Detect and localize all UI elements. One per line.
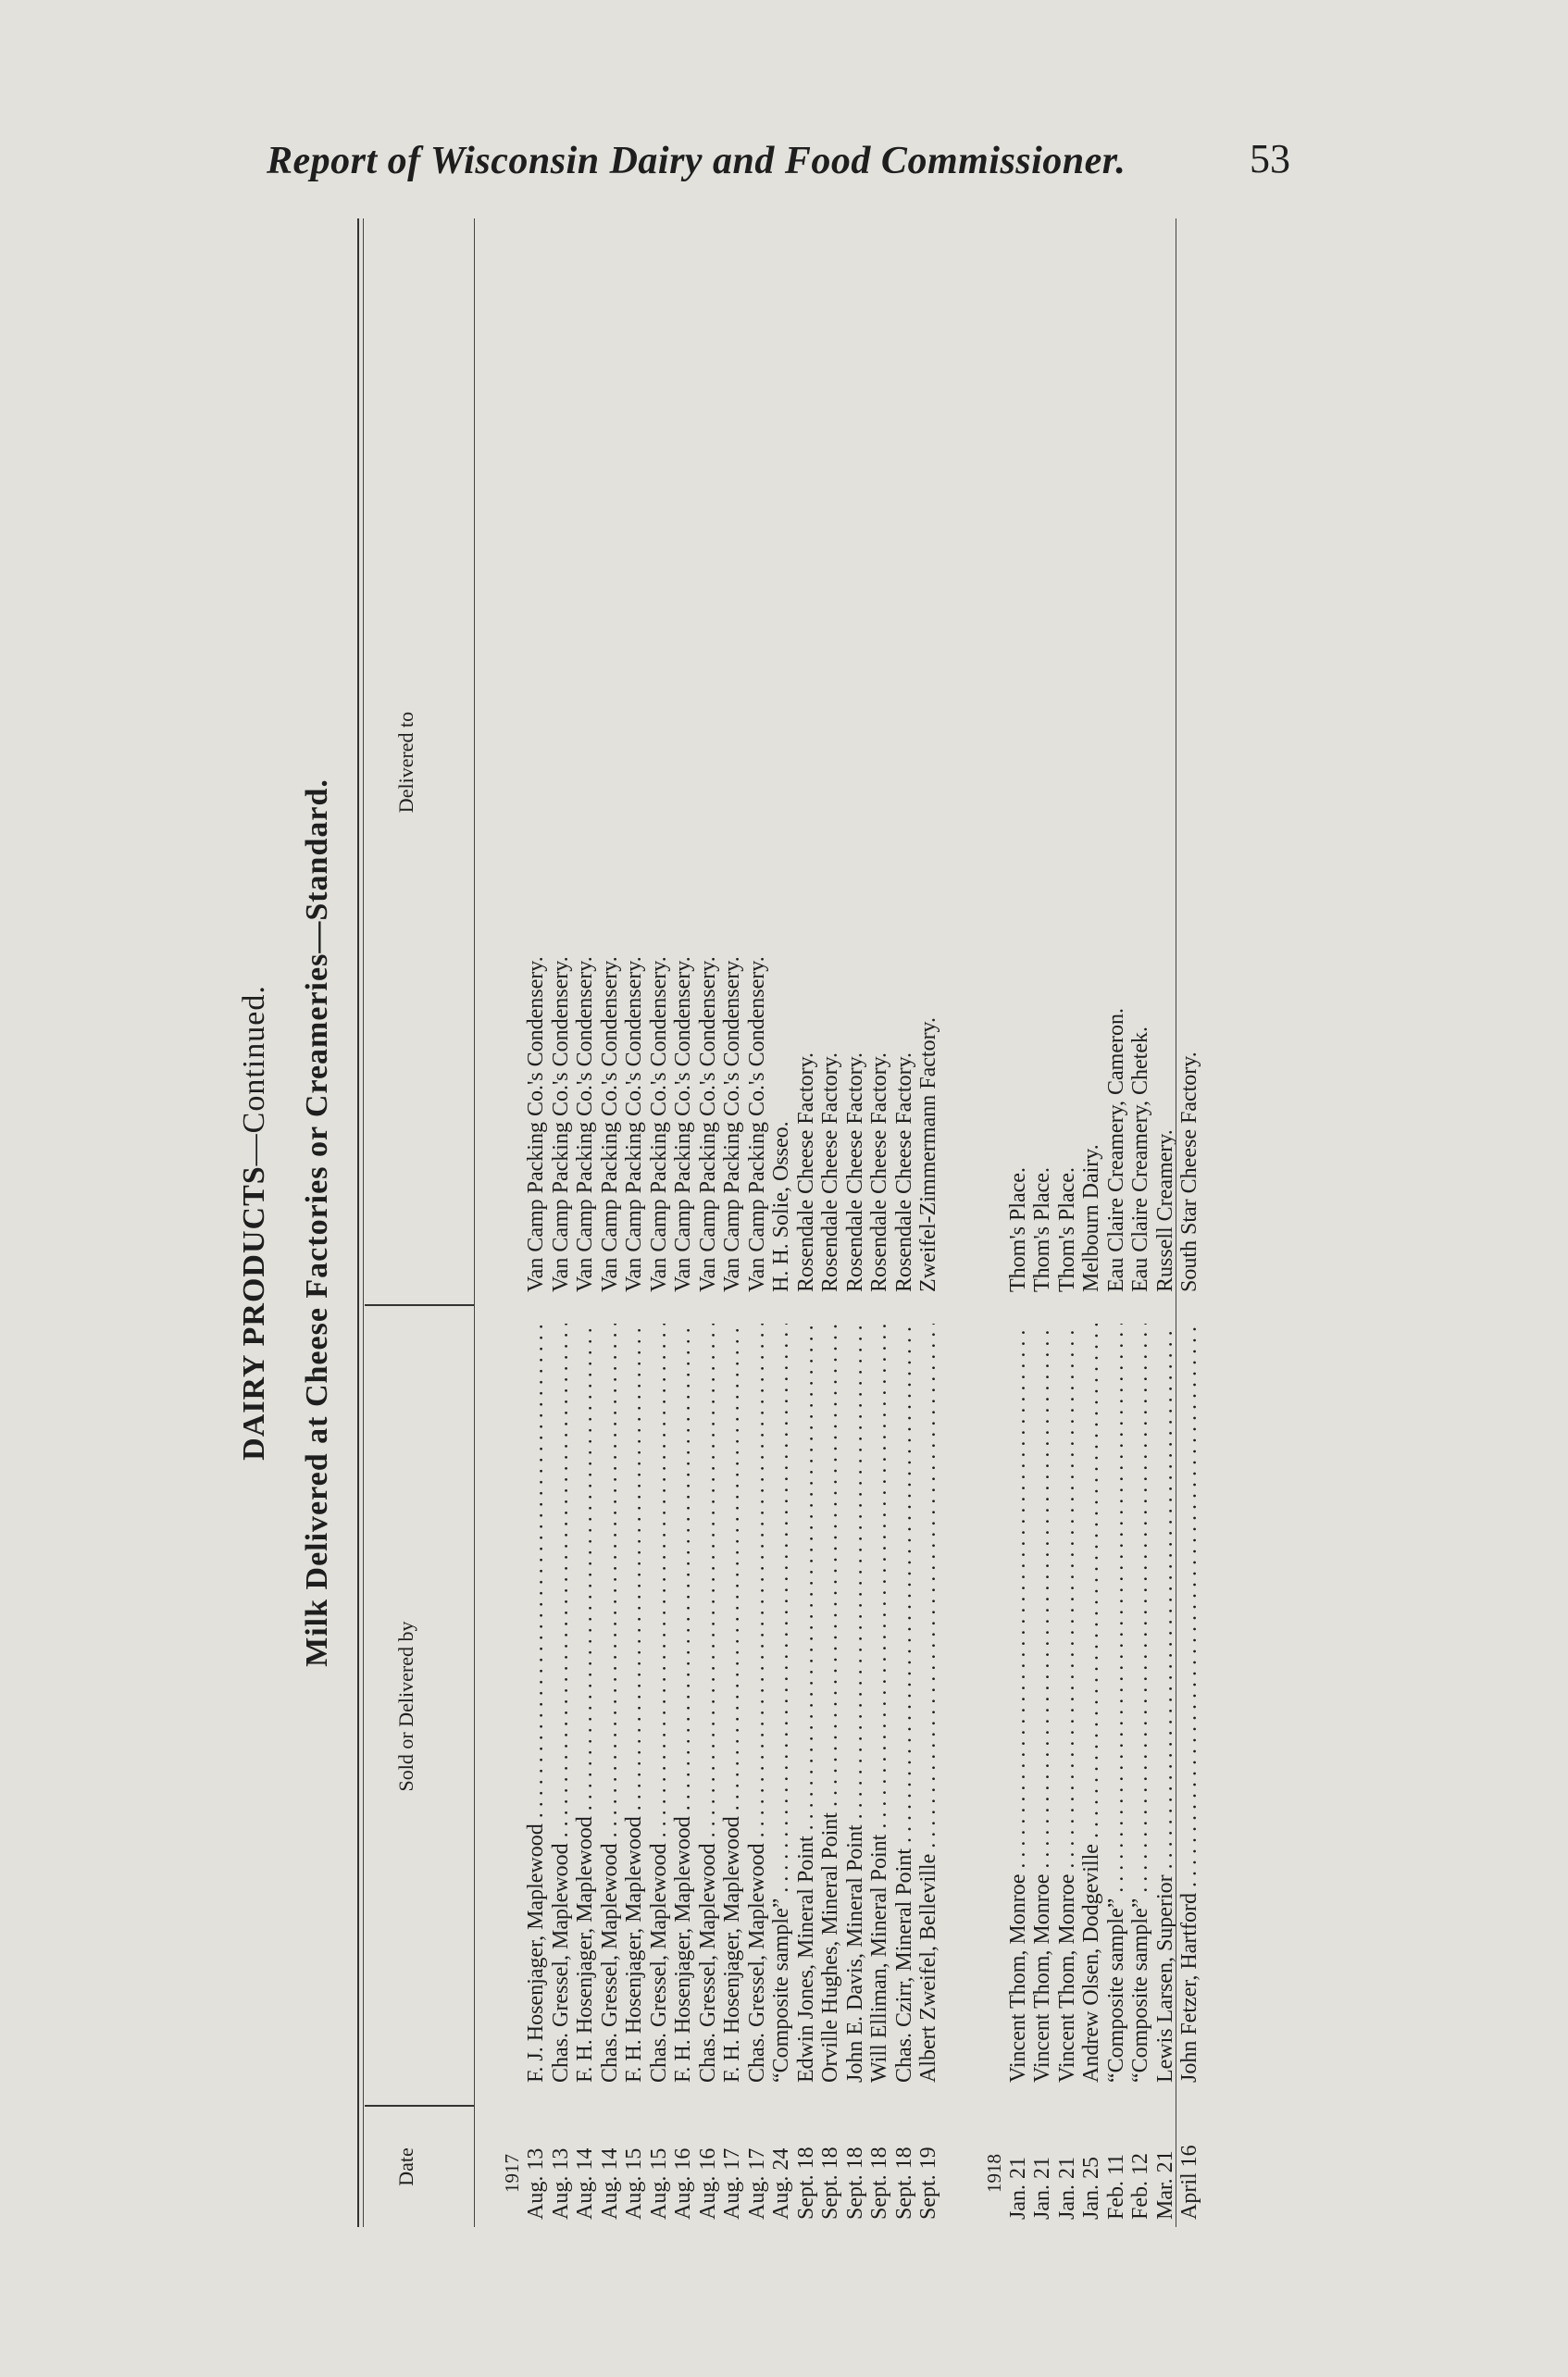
cell-sold-by-text: F. H. Hosenjager, Maplewood . . . — [671, 1324, 695, 2083]
cell-date: Sept. 19 — [916, 2147, 940, 2220]
table-subtitle: Milk Delivered at Cheese Factories or Creameries—Standard. — [300, 778, 334, 1667]
cell-delivered-to: Van Camp Packing Co.'s Condensery. — [671, 956, 695, 1292]
table-row — [1079, 218, 1104, 2227]
cell-sold-by — [1079, 1324, 1104, 2083]
cell-sold-by-text: John E. Davis, Mineral Point . . . — [843, 1324, 867, 2083]
table-row — [818, 218, 843, 2227]
cell-date: Feb. 11 — [1103, 2153, 1128, 2220]
table-row — [696, 218, 721, 2227]
table-row — [1055, 218, 1080, 2227]
cell-date: Aug. 13 — [548, 2147, 573, 2220]
cell-delivered-to: Russell Creamery. — [1152, 1129, 1177, 1292]
table-row — [1006, 218, 1031, 2227]
table-titles — [222, 218, 352, 2227]
cell-sold-by-text: Chas. Gressel, Maplewood . . . — [598, 1324, 622, 2083]
cell-sold-by — [598, 1324, 623, 2083]
table-title-main: DAIRY PRODUCTS — [237, 1165, 271, 1461]
cell-sold-by-text: Chas. Czirr, Mineral Point . . . — [892, 1324, 916, 2083]
cell-sold-by-text: “Composite sample” . . . — [1128, 1324, 1152, 2083]
cell-sold-by — [769, 1324, 794, 2083]
cell-sold-by — [1153, 1324, 1178, 2083]
column-divider-delivered — [365, 1304, 474, 1306]
top-rule-1 — [357, 218, 359, 2227]
cell-sold-by-text: “Composite sample” . . . — [1104, 1324, 1128, 2083]
cell-sold-by-text: Chas. Gressel, Maplewood . . . — [696, 1324, 720, 2083]
table-title-continued: —Continued. — [237, 985, 271, 1166]
cell-delivered-to: Van Camp Packing Co.'s Condensery. — [720, 956, 744, 1292]
cell-delivered-to: Eau Claire Creamery, Chetek. — [1128, 1027, 1152, 1292]
cell-delivered-to: Zweifel-Zimmermann Factory. — [916, 1017, 940, 1292]
cell-sold-by — [622, 1324, 647, 2083]
table-row — [794, 218, 819, 2227]
cell-sold-by-text: Andrew Olsen, Dodgeville . . . — [1079, 1324, 1103, 2083]
table-row — [671, 218, 696, 2227]
cell-date: Jan. 25 — [1079, 2157, 1103, 2220]
table-body — [500, 218, 1202, 2227]
cell-date: Sept. 18 — [818, 2147, 842, 2220]
header-date: Date — [394, 2147, 417, 2186]
cell-date: April 16 — [1177, 2145, 1201, 2220]
table-row — [720, 218, 745, 2227]
cell-delivered-to: Van Camp Packing Co.'s Condensery. — [695, 956, 720, 1292]
cell-sold-by-text: Chas. Gressel, Maplewood . . . — [549, 1324, 573, 2083]
cell-sold-by — [524, 1324, 549, 2083]
cell-sold-by — [916, 1324, 941, 2083]
cell-delivered-to: Eau Claire Creamery, Cameron. — [1103, 1008, 1128, 1292]
cell-date: Aug. 17 — [720, 2147, 744, 2220]
cell-date: Aug. 16 — [671, 2147, 695, 2220]
cell-delivered-to: Rosendale Cheese Factory. — [867, 1052, 891, 1292]
cell-date: Aug. 16 — [695, 2147, 720, 2220]
cell-date: Aug. 24 — [769, 2147, 793, 2220]
cell-delivered-to: Van Camp Packing Co.'s Condensery. — [744, 956, 769, 1292]
cell-sold-by — [794, 1324, 819, 2083]
cell-delivered-to: Rosendale Cheese Factory. — [891, 1052, 916, 1292]
table-row — [524, 218, 549, 2227]
cell-date: Aug. 13 — [524, 2147, 548, 2220]
table-row — [892, 218, 917, 2227]
cell-sold-by-text: Chas. Gressel, Maplewood . . . — [745, 1324, 769, 2083]
page-number: 53 — [1250, 136, 1290, 181]
cell-sold-by-text: F. H. Hosenjager, Maplewood . . . — [573, 1324, 597, 2083]
cell-date: Jan. 21 — [1030, 2157, 1054, 2220]
table-row — [598, 218, 623, 2227]
cell-delivered-to: Van Camp Packing Co.'s Condensery. — [597, 956, 622, 1292]
table-row — [647, 218, 672, 2227]
cell-delivered-to: Van Camp Packing Co.'s Condensery. — [622, 956, 646, 1292]
table-row — [745, 218, 770, 2227]
cell-delivered-to: Van Camp Packing Co.'s Condensery. — [573, 956, 597, 1292]
cell-sold-by-text: F. H. Hosenjager, Maplewood . . . — [720, 1324, 744, 2083]
cell-date: Aug. 14 — [597, 2147, 622, 2220]
cell-sold-by-text: Will Elliman, Mineral Point . . . — [867, 1324, 891, 2083]
cell-sold-by — [867, 1324, 892, 2083]
year-row — [500, 218, 524, 2227]
cell-delivered-to: South Star Cheese Factory. — [1177, 1052, 1201, 1292]
cell-sold-by-text: Albert Zweifel, Belleville . . . — [916, 1324, 940, 2083]
cell-sold-by-text: Lewis Larsen, Superior . . . — [1153, 1324, 1177, 2083]
year-row — [982, 218, 1006, 2227]
cell-sold-by — [573, 1324, 598, 2083]
cell-delivered-to: Thom's Place. — [1054, 1167, 1079, 1292]
table-row — [549, 218, 574, 2227]
cell-sold-by — [549, 1324, 574, 2083]
top-rule-2 — [363, 218, 364, 2227]
table-row — [1128, 218, 1153, 2227]
cell-sold-by-text: F. J. Hosenjager, Maplewood . . . — [524, 1324, 548, 2083]
cell-delivered-to: Rosendale Cheese Factory. — [842, 1052, 867, 1292]
cell-sold-by-text: Edwin Jones, Mineral Point . . . — [794, 1324, 818, 2083]
cell-delivered-to: Van Camp Packing Co.'s Condensery. — [524, 956, 548, 1292]
table-row — [916, 218, 941, 2227]
cell-date: Aug. 17 — [744, 2147, 769, 2220]
table-row — [843, 218, 868, 2227]
cell-sold-by — [1177, 1324, 1202, 2083]
table-title — [237, 218, 272, 2227]
table-row — [1153, 218, 1178, 2227]
cell-delivered-to: Van Camp Packing Co.'s Condensery. — [646, 956, 671, 1292]
cell-delivered-to: Melbourn Dairy. — [1079, 1144, 1103, 1292]
cell-sold-by — [1006, 1324, 1031, 2083]
cell-delivered-to: Thom's Place. — [1005, 1167, 1030, 1292]
header-delivered-to: Delivered to — [394, 711, 417, 814]
cell-sold-by-text: Vincent Thom, Monroe . . . — [1055, 1324, 1079, 2083]
cell-date: Jan. 21 — [1054, 2157, 1079, 2220]
cell-sold-by-text: F. H. Hosenjager, Maplewood . . . — [622, 1324, 646, 2083]
year-label: 1917 — [501, 2154, 523, 2193]
cell-sold-by-text: “Composite sample” . . . — [769, 1324, 793, 2083]
table-row — [622, 218, 647, 2227]
table-row — [573, 218, 598, 2227]
group-spacer — [941, 218, 982, 2227]
table-row — [769, 218, 794, 2227]
cell-date: Feb. 12 — [1128, 2153, 1152, 2220]
cell-sold-by — [818, 1324, 843, 2083]
rotated-table-block — [222, 218, 1201, 2227]
cell-date: Aug. 15 — [646, 2147, 671, 2220]
table-row — [867, 218, 892, 2227]
cell-sold-by — [1055, 1324, 1080, 2083]
cell-date: Sept. 18 — [842, 2147, 867, 2220]
header-sold-by: Sold or Delivered by — [394, 1621, 417, 1792]
cell-sold-by — [1128, 1324, 1153, 2083]
cell-sold-by — [1104, 1324, 1129, 2083]
cell-date: Sept. 18 — [891, 2147, 916, 2220]
cell-date: Aug. 14 — [573, 2147, 597, 2220]
running-head: Report of Wisconsin Dairy and Food Commissioner. — [267, 140, 1126, 182]
cell-sold-by-text: John Fetzer, Hartford . . . — [1177, 1324, 1201, 2083]
table-row — [1030, 218, 1055, 2227]
cell-date: Mar. 21 — [1152, 2150, 1177, 2220]
cell-sold-by — [745, 1324, 770, 2083]
cell-sold-by-text: Vincent Thom, Monroe . . . — [1030, 1324, 1054, 2083]
cell-sold-by-text: Vincent Thom, Monroe . . . — [1006, 1324, 1030, 2083]
cell-sold-by — [647, 1324, 672, 2083]
cell-sold-by — [1030, 1324, 1055, 2083]
cell-sold-by — [843, 1324, 868, 2083]
cell-delivered-to: Rosendale Cheese Factory. — [793, 1052, 818, 1292]
year-label: 1918 — [982, 2154, 1005, 2193]
cell-delivered-to: H. H. Solie, Osseo. — [769, 1121, 793, 1292]
column-divider-date — [365, 2105, 474, 2107]
cell-delivered-to: Van Camp Packing Co.'s Condensery. — [548, 956, 573, 1292]
table-row — [1177, 218, 1202, 2227]
header-rule — [474, 218, 475, 2227]
cell-sold-by-text: Chas. Gressel, Maplewood . . . — [647, 1324, 671, 2083]
cell-date: Sept. 18 — [867, 2147, 891, 2220]
cell-sold-by — [720, 1324, 745, 2083]
cell-sold-by — [671, 1324, 696, 2083]
cell-date: Sept. 18 — [793, 2147, 818, 2220]
cell-delivered-to: Rosendale Cheese Factory. — [818, 1052, 842, 1292]
table-row — [1104, 218, 1129, 2227]
cell-sold-by-text: Orville Hughes, Mineral Point . . . — [818, 1324, 842, 2083]
cell-delivered-to: Thom's Place. — [1030, 1167, 1054, 1292]
cell-date: Jan. 21 — [1005, 2157, 1030, 2220]
cell-sold-by — [892, 1324, 917, 2083]
cell-date: Aug. 15 — [622, 2147, 646, 2220]
cell-sold-by — [696, 1324, 721, 2083]
